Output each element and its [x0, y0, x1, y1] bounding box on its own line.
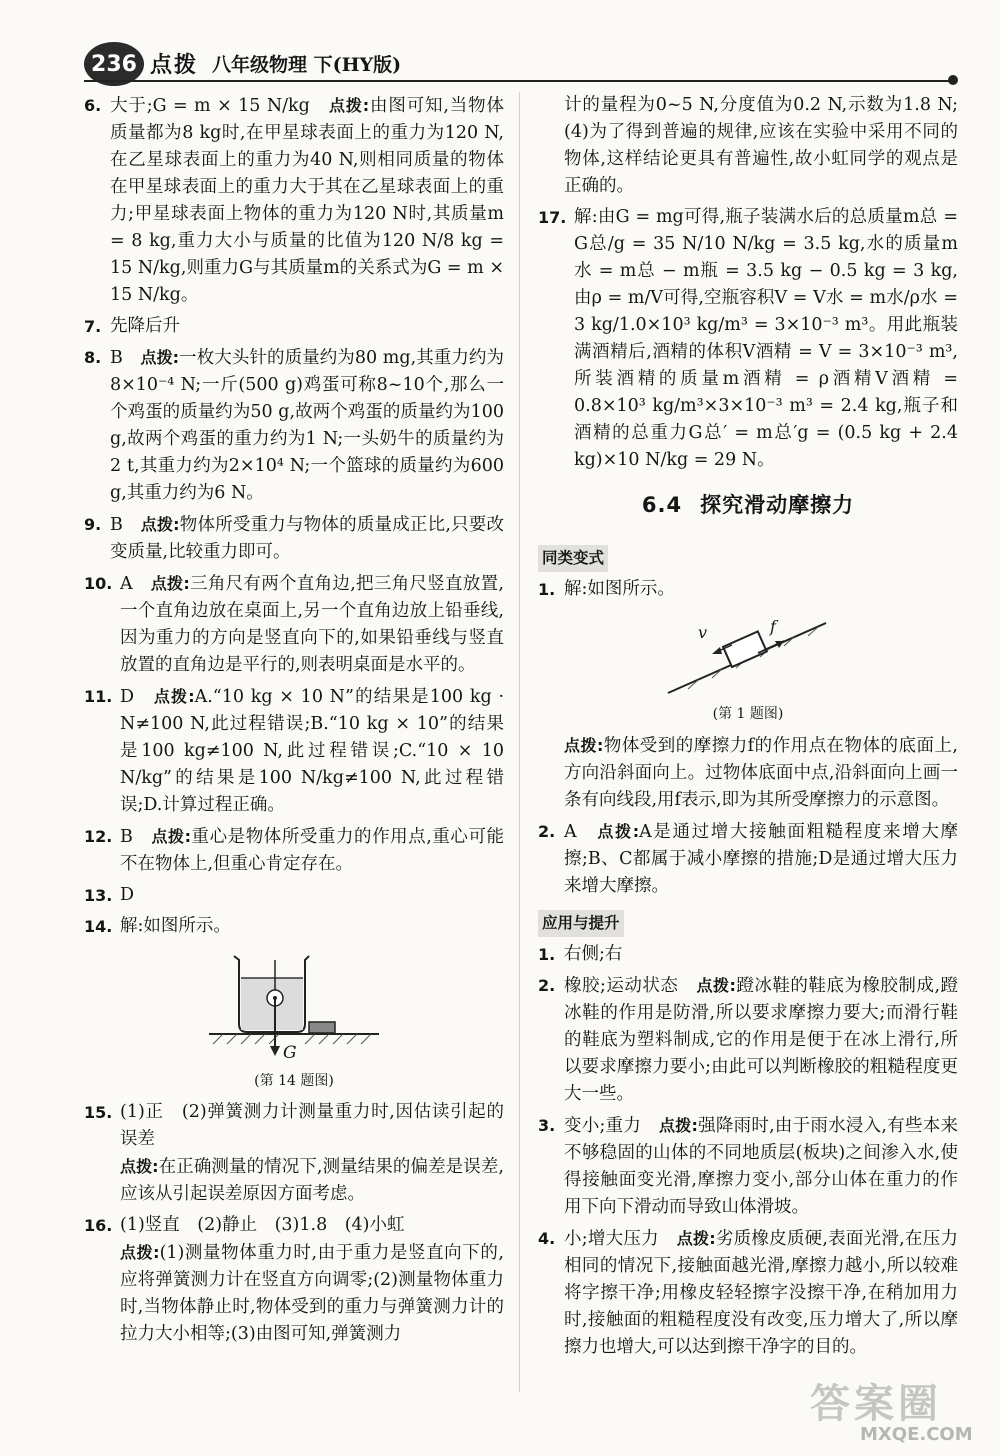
watermark-text: 答案圈	[810, 1381, 942, 1427]
answer-item-17	[538, 204, 958, 474]
section-item-1	[538, 576, 958, 603]
item-answer: 解:如图所示。	[120, 916, 231, 936]
item-answer: 先降后升	[110, 316, 180, 336]
tip-label: 点拨:	[153, 687, 195, 706]
figure-caption: (第 14 题图)	[254, 1073, 334, 1089]
item-answer: (1)正 (2)弹簧测力计测量重力时,因估读引起的误差	[120, 1102, 504, 1149]
item-number: 2.	[538, 976, 556, 995]
application-item-2	[538, 972, 958, 1108]
tip-text: 物体所受重力与物体的质量成正比,只要改变质量,比较重力即可。	[110, 515, 505, 562]
header-rule-dot	[948, 75, 958, 85]
incline-diagram	[658, 609, 838, 699]
book-title: 八年级物理 下(HY版)	[212, 54, 402, 76]
item-solution: 解:由G = mg可得,瓶子装满水后的总质量m总 = G总/g = 35 N/10 N/kg = 3.5 kg,水的质量m水 = m总 − m瓶 = 3.5 kg − 0.5 kg = 3 kg,由ρ = m/V可得,空瓶容积V = V水 = m水/ρ水 = 3 kg/1.0×10³ kg/m³ = 3×10⁻³ m³。用此瓶装满酒精后,酒精的体积V酒精 = V = 3×10⁻³ m³,所装酒精的质量m酒精 = ρ酒精V酒精 = 0.8×10³ kg/m³×3×10⁻³ m³ = 2.4 kg,瓶子和酒精的总重力G总′ = m总′g = (0.5 kg + 2.4 kg)×10 N/kg = 29 N。	[574, 207, 958, 470]
answer-item-9	[84, 511, 504, 566]
item-answer: (1)竖直 (2)静止 (3)1.8 (4)小虹	[120, 1215, 405, 1235]
item-number: 4.	[538, 1229, 556, 1248]
answer-item-8	[84, 344, 504, 507]
tip-text: 蹬冰鞋的鞋底为橡胶制成,蹬冰鞋的作用是防滑,所以要求摩擦力要大;而滑行鞋的鞋底为塑料制成,它的作用是便于在冰上滑行,所以要求摩擦力要小;由此可以判断橡胶的粗糙程度更大一些。	[564, 976, 959, 1104]
answer-item-10	[84, 570, 504, 679]
column-divider	[519, 92, 520, 1392]
item-answer: D	[120, 885, 135, 905]
item-number: 6.	[84, 96, 102, 115]
item-answer: 大于;G = m × 15 N/kg	[110, 96, 310, 116]
item-number: 3.	[538, 1116, 556, 1135]
answer-item-12	[84, 823, 504, 878]
answer-item-16-continued: 计的量程为0~5 N,分度值为0.2 N,示数为1.8 N;(4)为了得到普遍的规律,应该在实验中采用不同的物体,这样结论更具有普遍性,故小虹同学的观点是正确的。	[564, 95, 958, 196]
tip-text: (1)测量物体重力时,由于重力是竖直向下的,应将弹簧测力计在竖直方向调零;(2)测量物体重力时,当物体静止时,物体受到的重力与弹簧测力计的拉力大小相等;(3)由图可知,弹簧测力	[120, 1243, 504, 1344]
subheading-application: 应用与提升	[538, 910, 624, 937]
item-answer: 橡胶;运动状态	[564, 976, 679, 996]
item-number: 2.	[538, 822, 556, 841]
header-rule	[84, 80, 952, 82]
tip-text: A是通过增大接触面粗糙程度来增大摩擦;B、C都属于减小摩擦的措施;D是通过增大压力来增大摩擦。	[564, 822, 958, 896]
item-answer: B	[110, 515, 123, 535]
figure-1-incline	[658, 609, 838, 699]
page-number: 236	[84, 42, 144, 86]
item-number: 8.	[84, 348, 102, 367]
item-number: 14.	[84, 917, 113, 936]
item-answer: D	[120, 687, 135, 707]
item-answer: A	[564, 822, 577, 842]
friction-label: f	[770, 617, 776, 636]
watermark-url: MXQE.COM	[860, 1424, 973, 1445]
section-item-2	[538, 818, 958, 900]
item-number: 10.	[84, 574, 113, 593]
section-heading	[538, 492, 958, 519]
tip-text: 重心是物体所受重力的作用点,重心可能不在物体上,但重心肯定存在。	[120, 827, 505, 874]
answer-item-15	[84, 1099, 504, 1208]
item-number: 1.	[538, 945, 556, 964]
tip-text: 三角尺有两个直角边,把三角尺竖直放置,一个直角边放在桌面上,另一个直角边放上铅垂线,因为重力的方向是竖直向下的,如果铅垂线与竖直放置的直角边是平行的,则表明桌面是水平的。	[120, 574, 504, 675]
tip-text: 劣质橡皮质硬,表面光滑,在压力相同的情况下,接触面越光滑,摩擦力越小,所以较难将字擦干净;用橡皮轻轻擦字没擦干净,在稍加用力时,接触面的粗糙程度没有改变,压力增大了,所以摩擦力也增大,可以达到擦干净字的目的。	[564, 1229, 959, 1357]
subheading-same-type: 同类变式	[538, 545, 608, 572]
answer-item-6	[84, 92, 504, 309]
tip-label: 点拨:	[696, 976, 736, 995]
tip-label: 点拨:	[597, 822, 640, 841]
tip-text: A.“10 kg × 10 N”的结果是100 kg · N≠100 N,此过程错误;B.“10 kg × 10”的结果是100 kg≠100 N,此过程错误;C.“10 × 10 N/kg”的结果是100 N/kg≠100 N,此过程错误;D.计算过程正确。	[120, 687, 505, 815]
application-item-3	[538, 1112, 958, 1221]
application-item-1	[538, 941, 958, 968]
tip-label: 点拨:	[150, 574, 190, 593]
item-number: 9.	[84, 515, 102, 534]
item-number: 1.	[538, 580, 556, 599]
left-column	[84, 92, 504, 1352]
tip-label: 点拨:	[658, 1116, 698, 1135]
item-number: 16.	[84, 1216, 113, 1235]
tip-label: 点拨:	[120, 1243, 160, 1262]
item-number: 17.	[538, 208, 567, 227]
answer-item-11	[84, 683, 504, 819]
section-title: 探究滑动摩擦力	[700, 493, 855, 517]
tip-label: 点拨:	[151, 827, 191, 846]
watermark-logo	[800, 1370, 990, 1450]
item-answer: B	[120, 827, 133, 847]
item-answer: A	[120, 574, 133, 594]
section-item-1-tip	[538, 732, 958, 814]
item-answer: B	[110, 348, 123, 368]
tip-text: 由图可知,当物体质量都为8 kg时,在甲星球表面上的重力为120 N,在乙星球表面上的重力为40 N,则相同质量的物体在甲星球表面上的重力大于其在乙星球表面上的重力;甲星球表面上物体的重力为120 N时,其质量m = 8 kg,重力大小与质量的比值为120 N/8 kg = 15 N/kg,则重力G与其质量m的关系式为G = m × 15 N/kg。	[110, 96, 505, 305]
brand-logo-text: 点拨	[150, 52, 199, 78]
section-number: 6.4	[641, 493, 683, 517]
application-item-4	[538, 1225, 958, 1361]
answer-item-14	[84, 913, 504, 940]
item-number: 15.	[84, 1103, 113, 1122]
answer-item-7	[84, 313, 504, 340]
answer-item-16	[84, 1212, 504, 1348]
item-answer: 小;增大压力	[564, 1229, 659, 1249]
item-answer: 变小;重力	[564, 1116, 642, 1136]
item-number: 11.	[84, 687, 113, 706]
figure-caption: (第 1 题图)	[712, 706, 784, 722]
tip-label: 点拨:	[120, 1157, 159, 1176]
item-number: 7.	[84, 317, 102, 336]
tip-label: 点拨:	[329, 96, 370, 115]
tip-text: 物体受到的摩擦力f的作用点在物体的底面上,方向沿斜面向上。过物体底面中点,沿斜面向上画一条有向线段,用f表示,即为其所受摩擦力的示意图。	[564, 736, 958, 810]
tip-label: 点拨:	[676, 1229, 716, 1248]
gravity-label: G	[283, 1043, 297, 1063]
tip-text: 在正确测量的情况下,测量结果的偏差是误差,应该从引起误差原因方面考虑。	[120, 1157, 504, 1204]
right-column	[538, 92, 958, 1365]
tip-text: 一枚大头针的质量约为80 mg,其重力约为8×10⁻⁴ N;一斤(500 g)鸡蛋可称8~10个,那么一个鸡蛋的质量约为50 g,故两个鸡蛋的质量约为100 g,故两个鸡蛋的重力约为1 N;一头奶牛的质量约为2 t,其重力约为2×10⁴ N;一个篮球的质量约为600 g,其重力约为6 N。	[110, 348, 504, 503]
item-answer: 解:如图所示。	[564, 579, 675, 599]
item-number: 12.	[84, 827, 113, 846]
item-answer: 右侧;右	[564, 944, 623, 964]
item-number: 13.	[84, 886, 113, 905]
velocity-label: v	[698, 623, 708, 642]
figure-14-beaker	[209, 946, 379, 1066]
answer-item-13	[84, 882, 504, 909]
tip-label: 点拨:	[564, 736, 604, 755]
tip-text: 强降雨时,由于雨水浸入,有些本来不够稳固的山体的不同地质层(板块)之间渗入水,使得接触面变光滑,摩擦力变小,部分山体在重力的作用下向下滑动而导致山体滑坡。	[564, 1116, 959, 1217]
tip-label: 点拨:	[140, 348, 180, 367]
tip-label: 点拨:	[140, 515, 180, 534]
